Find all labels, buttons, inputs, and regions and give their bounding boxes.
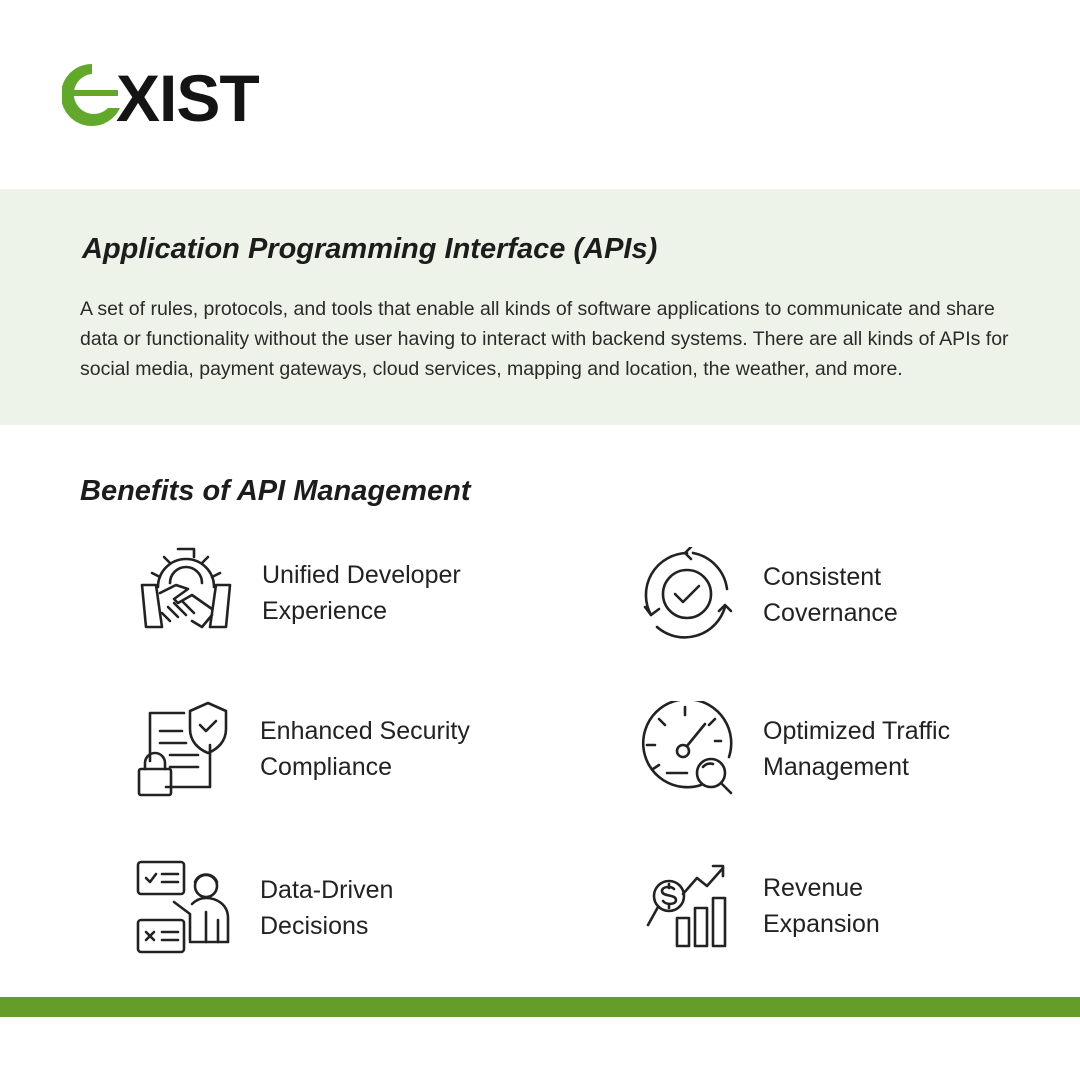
benefit-label [260, 860, 540, 956]
benefit-label [763, 547, 1043, 643]
benefits-title: Benefits of API Management [80, 475, 471, 507]
benefit-unified-developer-experience [138, 545, 558, 645]
benefit-label [763, 701, 1043, 797]
exist-logo [62, 60, 272, 130]
benefit-data-driven-decisions [136, 860, 556, 960]
benefit-enhanced-security-compliance [136, 701, 556, 801]
benefit-label-line2: Expansion [763, 910, 880, 938]
logo-e-mark [62, 64, 120, 126]
benefit-label [262, 545, 542, 641]
benefit-label-line1: Data-Driven [260, 876, 394, 904]
benefit-label-line1: Consistent [763, 563, 882, 591]
benefit-label-line1: Optimized Traffic [763, 717, 951, 745]
benefit-label-line2: Experience [262, 597, 388, 625]
benefit-optimized-traffic-management [639, 701, 1059, 801]
check-cycle-icon [639, 547, 735, 643]
definition-body: A set of rules, protocols, and tools that enable all kinds of software applications to communicate and share data or functionality without the user having to interact with backend systems. There are all kinds of APIs for social media, payment gateways, cloud services, mapping and location, the weather, and more. [80, 298, 1009, 380]
footer-accent-bar [0, 997, 1080, 1017]
shield-document-lock-icon [136, 701, 232, 797]
speedometer-search-icon [639, 701, 735, 797]
growth-chart-dollar-icon [639, 858, 735, 954]
benefit-label-line2: Covernance [763, 599, 898, 627]
presenter-board-icon [136, 860, 232, 956]
logo-wordmark: XIST [116, 61, 259, 130]
benefit-label-line1: Unified Developer [262, 561, 461, 589]
benefit-label-line1: Revenue [763, 874, 864, 902]
benefit-label-line2: Management [763, 753, 909, 781]
benefit-revenue-expansion [639, 858, 1059, 958]
benefit-label-line2: Decisions [260, 912, 369, 940]
handshake-gear-icon [138, 545, 234, 641]
benefit-label [763, 858, 1043, 954]
definition-title: Application Programming Interface (APIs) [82, 233, 658, 265]
benefit-label-line1: Enhanced Security [260, 717, 470, 745]
benefit-label-line2: Compliance [260, 753, 393, 781]
benefit-consistent-covernance [639, 547, 1059, 647]
benefit-label [260, 701, 540, 797]
